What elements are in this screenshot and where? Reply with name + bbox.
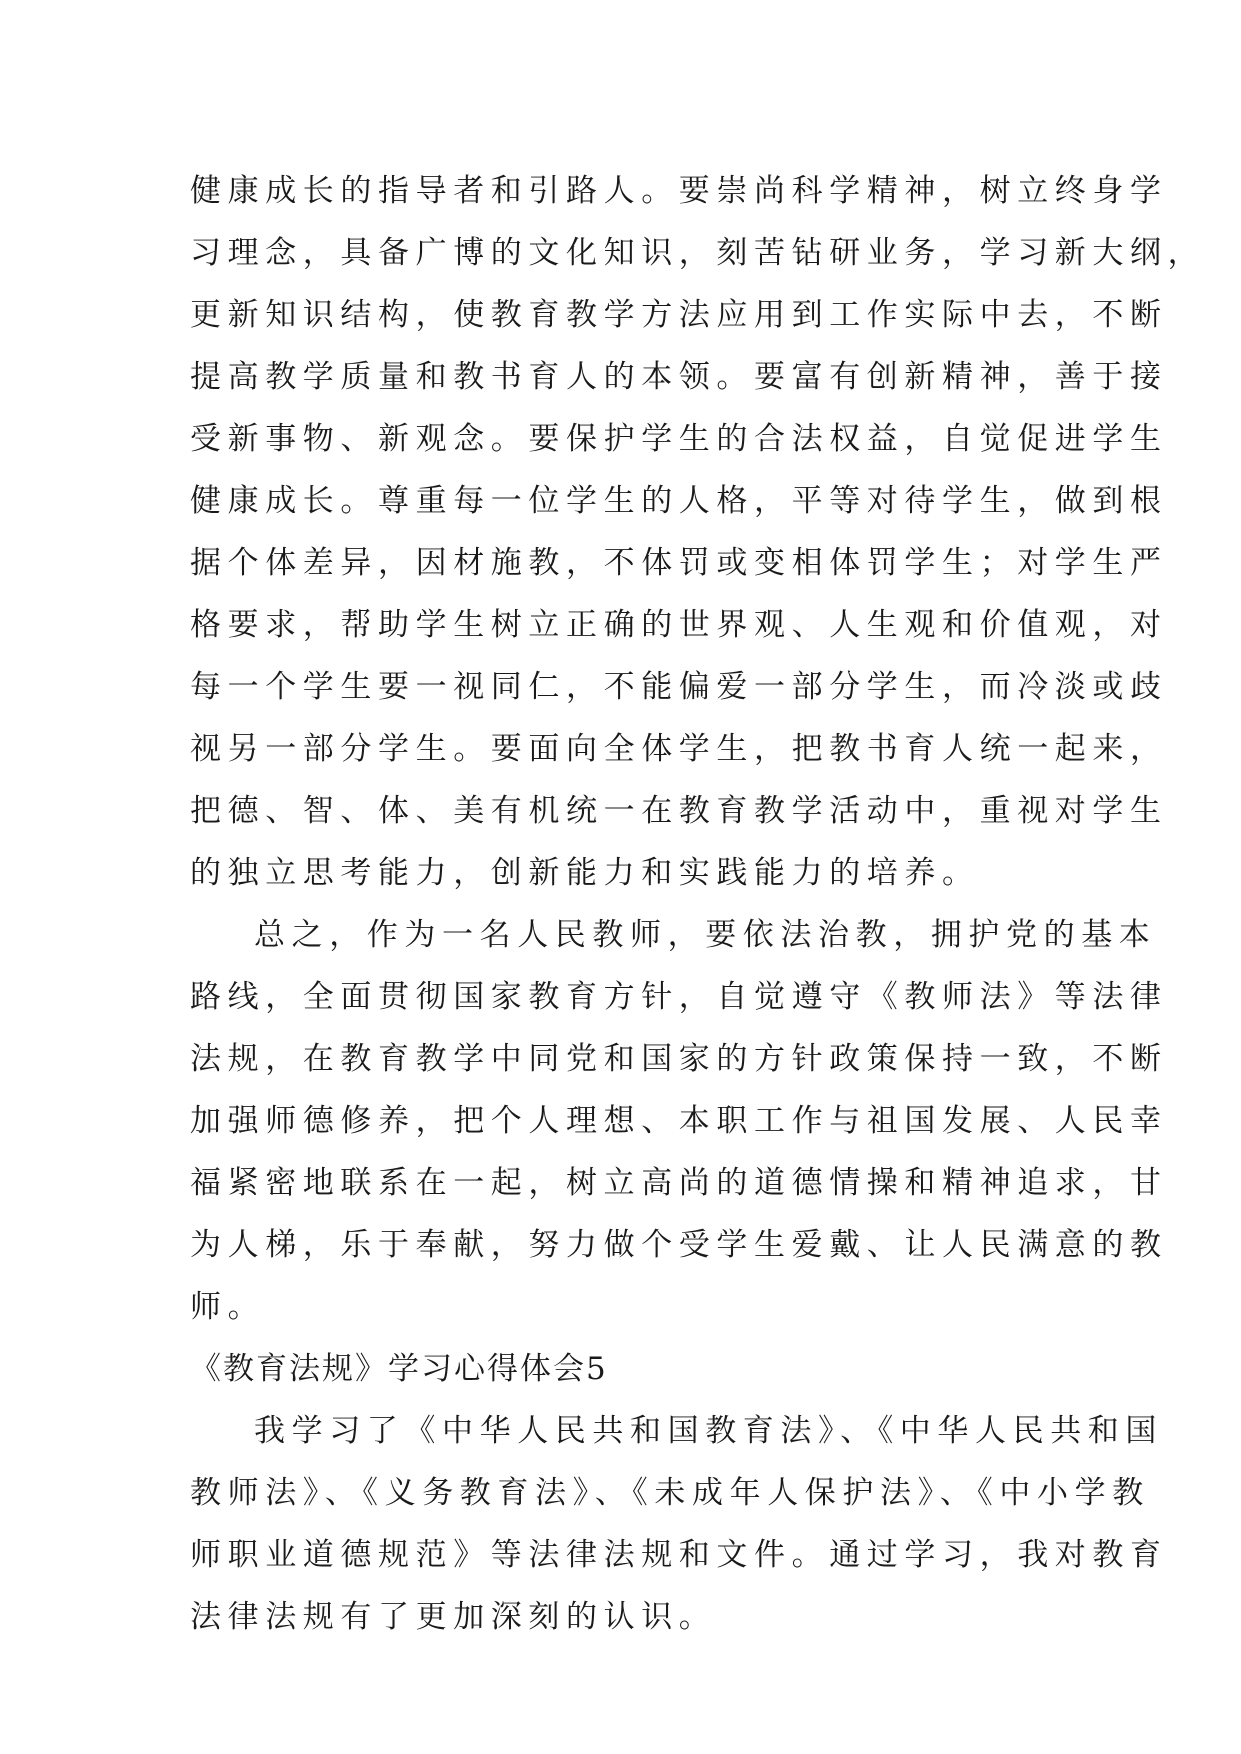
text-line: 为人梯，乐于奉献，努力做个受学生爱戴、让人民满意的教: [190, 1227, 1168, 1263]
text-line: 提高教学质量和教书育人的本领。要富有创新精神，善于接: [190, 359, 1168, 395]
text-line: 我学习了《中华人民共和国教育法》、《中华人民共和国: [254, 1413, 1163, 1449]
text-line: 习理念，具备广博的文化知识，刻苦钻研业务，学习新大纲，: [190, 235, 1206, 271]
text-line: 法规，在教育教学中同党和国家的方针政策保持一致，不断: [190, 1041, 1168, 1077]
text-line: 加强师德修养，把个人理想、本职工作与祖国发展、人民幸: [190, 1103, 1168, 1139]
text-line: 路线，全面贯彻国家教育方针，自觉遵守《教师法》等法律: [190, 979, 1168, 1015]
section-heading: 《教育法规》学习心得体会5: [190, 1351, 608, 1387]
text-line: 福紧密地联系在一起，树立高尚的道德情操和精神追求，甘: [190, 1165, 1168, 1201]
text-line: 法律法规有了更加深刻的认识。: [190, 1599, 717, 1635]
text-line: 每一个学生要一视同仁，不能偏爱一部分学生，而冷淡或歧: [190, 669, 1168, 705]
text-line: 健康成长的指导者和引路人。要崇尚科学精神，树立终身学: [190, 173, 1168, 209]
text-line: 据个体差异，因材施教，不体罚或变相体罚学生；对学生严: [190, 545, 1168, 581]
text-line: 更新知识结构，使教育教学方法应用到工作实际中去，不断: [190, 297, 1168, 333]
text-line: 健康成长。尊重每一位学生的人格，平等对待学生，做到根: [190, 483, 1168, 519]
text-line: 格要求，帮助学生树立正确的世界观、人生观和价值观，对: [190, 607, 1168, 643]
document-body: [190, 160, 1206, 1648]
text-line: 的独立思考能力，创新能力和实践能力的培养。: [190, 855, 980, 891]
text-line: 师。: [190, 1289, 266, 1325]
paragraph-teacher-duties: [190, 160, 1206, 904]
text-line: 教师法》、《义务教育法》、《未成年人保护法》、《中小学教: [190, 1475, 1150, 1511]
text-line: 把德、智、体、美有机统一在教育教学活动中，重视对学生: [190, 793, 1168, 829]
text-line: 受新事物、新观念。要保护学生的合法权益，自觉促进学生: [190, 421, 1168, 457]
text-line: 总之，作为一名人民教师，要依法治教，拥护党的基本: [254, 917, 1157, 953]
text-line: 视另一部分学生。要面向全体学生，把教书育人统一起来，: [190, 731, 1168, 767]
text-line: 师职业道德规范》等法律法规和文件。通过学习，我对教育: [190, 1537, 1168, 1573]
paragraph-conclusion: [190, 904, 1168, 1338]
paragraph-study-laws: [190, 1400, 1168, 1648]
